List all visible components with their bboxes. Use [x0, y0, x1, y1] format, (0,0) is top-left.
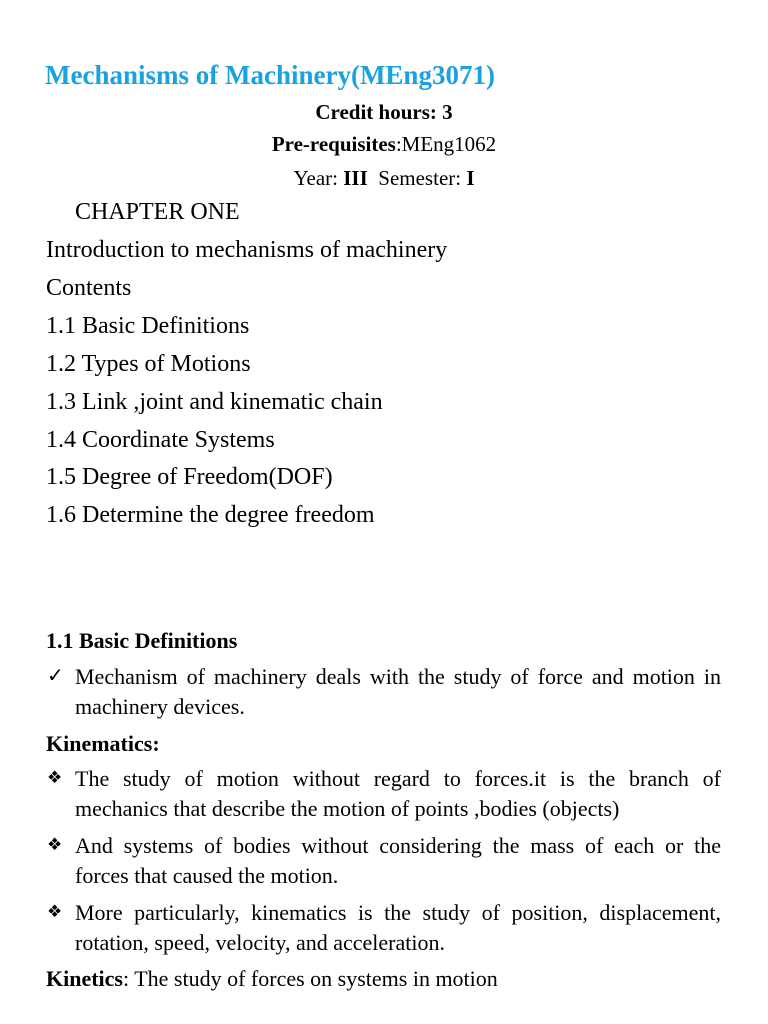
contents-item: 1.5 Degree of Freedom(DOF) — [46, 464, 333, 490]
kinetics-label: Kinetics — [46, 966, 123, 991]
section-heading: 1.1 Basic Definitions — [46, 628, 238, 653]
contents-item: 1.1 Basic Definitions — [46, 313, 250, 339]
chapter-heading: CHAPTER ONE — [75, 199, 240, 225]
diamond-bullet-icon: ❖ — [47, 768, 63, 787]
check-icon: ✓ — [47, 665, 64, 687]
chapter-intro: Introduction to mechanisms of machinery — [46, 237, 448, 263]
contents-item: 1.4 Coordinate Systems — [46, 427, 275, 453]
year-semester — [0, 166, 768, 191]
contents-item: 1.6 Determine the degree freedom — [46, 502, 375, 528]
kinetics-text: : The study of forces on systems in motion — [123, 966, 498, 991]
credit-hours-text: Credit hours: 3 — [315, 100, 453, 124]
diamond-bullet-icon: ❖ — [47, 835, 63, 854]
document-title: Mechanisms of Machinery(MEng3071) — [45, 60, 495, 90]
contents-item: 1.2 Types of Motions — [46, 351, 251, 377]
kinematics-item: More particularly, kinematics is the study of position, displacement, rotation, speed, velocity, and acceleration. — [75, 900, 721, 955]
year-label: Year: — [293, 166, 344, 190]
prerequisites — [0, 132, 768, 157]
year-value: III — [343, 166, 368, 190]
kinematics-heading: Kinematics: — [46, 731, 160, 756]
prereq-value: :MEng1062 — [395, 132, 497, 156]
diamond-bullet-icon: ❖ — [47, 902, 63, 921]
semester-value: I — [466, 166, 475, 190]
contents-label: Contents — [46, 275, 132, 301]
kinematics-item: And systems of bodies without considering the mass of each or the forces that caused the motion. — [75, 833, 721, 888]
prereq-label: Pre-requisites — [271, 132, 396, 156]
credit-hours — [0, 100, 768, 125]
check-item: Mechanism of machinery deals with the study of force and motion in machinery devices. — [75, 664, 721, 719]
contents-item: 1.3 Link ,joint and kinematic chain — [46, 389, 383, 415]
semester-label: Semester: — [367, 166, 467, 190]
kinematics-item: The study of motion without regard to forces.it is the branch of mechanics that describe the motion of points ,bodies (objects) — [75, 766, 721, 821]
kinetics-line — [46, 966, 498, 992]
